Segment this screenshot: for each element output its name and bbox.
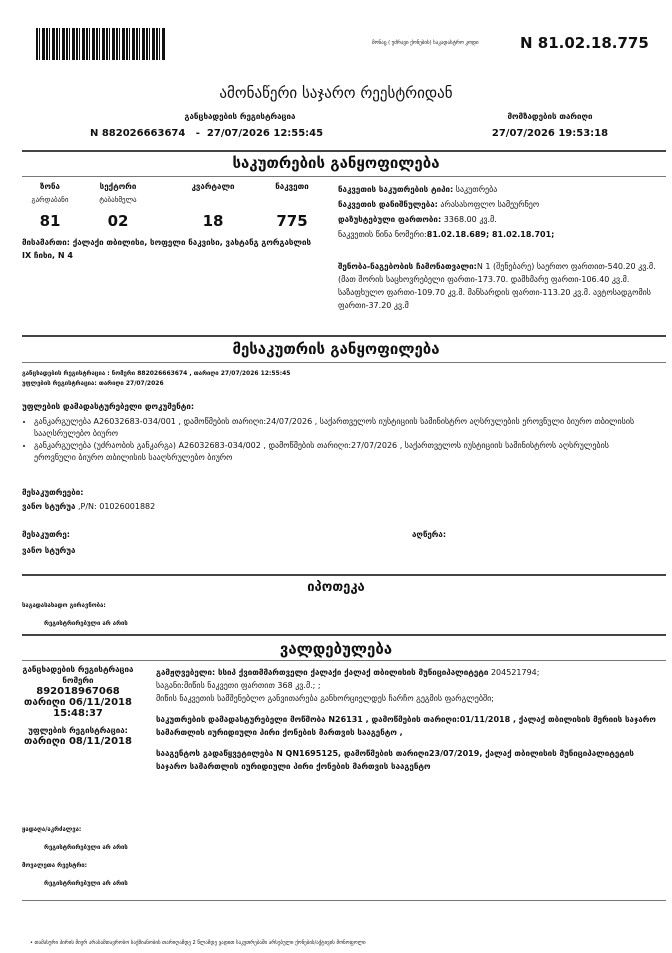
debtor-registry-value: რეგისტრირებული არ არის [44, 880, 128, 887]
subject-line: საგანი:მიწის ნაკვეთი ფართით 368 კვ.მ.; ; [156, 681, 321, 690]
owner-reg-line1: განცხადების რეგისტრაცია : ნომერი 882026663674 , თარიღი 27/07/2026 12:55:45 [22, 370, 291, 377]
quarter-label: კვარტალი [191, 182, 235, 191]
owner-value: ვანო სტურუა [22, 546, 76, 555]
seizure-value: რეგისტრირებული არ არის [44, 844, 128, 851]
barcode [36, 28, 166, 60]
cadastral-code: N 81.02.18.775 [520, 34, 649, 52]
divider [22, 335, 666, 337]
oblig-num: 892018967068 [36, 686, 120, 697]
property-section-title: საკუთრების განყოფილება [232, 154, 440, 172]
reg-value: N 882026663674 - 27/07/2026 12:55:45 [90, 128, 324, 139]
doc-item: • განკარგულება A26032683-034/001 , დამოწმების თარიღი:24/07/2026 , საქართველოს იუსტიციის სამინისტრო აღსრულების ეროვნული ბიურო თბილისის სააღსრულებო ბიურო [34, 416, 642, 440]
divider [22, 150, 666, 152]
sector-sub: ტაბახმელა [99, 196, 137, 204]
oblig-right-label: უფლების რეგისტრაცია: [28, 726, 128, 735]
doc-item: • განკარგულება (უძრაობის განკარგა) A26032683-034/002 , დამოწმების თარიღი:27/07/2026 , საქართველოს იუსტიციის სამინისტროს აღსრულების ეროვნული ბიურო თბილისის სააღსრულებო ბიურო [34, 440, 642, 464]
owners-label: მესაკუთრეები: [22, 488, 84, 497]
ownership-type-label: ნაკვეთის საკუთრების ტიპი: [338, 185, 454, 194]
obligation-section-title: ვალდებულება [279, 640, 393, 658]
tax-pledge-value: რეგისტრირებული არ არის [44, 620, 128, 627]
imposer-label: გამჟღვებელი: [156, 668, 216, 677]
description-label: აღწერა: [412, 530, 447, 539]
cadastral-code-label: მონაც ( უძრავი ქონების) საკადასტრო კოდი [372, 40, 479, 46]
sector-value: 02 [107, 212, 129, 230]
footer-note: • თამასური პირის მიერ არასამთავრობო საქმიანობის თარიღამდე 2 წლამდე ვადით საკუთრებაში არსებული ქონების/აქტივის მონოფოლი [30, 940, 366, 946]
owner-label: მესაკუთრე: [22, 530, 70, 539]
oblig-date: თარიღი 06/11/2018 [24, 697, 132, 708]
prep-date-value: 27/07/2026 19:53:18 [491, 128, 609, 139]
oblig-time: 15:48:37 [53, 708, 103, 719]
address: მისამართი: ქალაქი თბილისი, სოფელი ნაკვისი, ვახტანგ გორგასლის IX ჩიხი, N 4 [22, 238, 312, 260]
divider [22, 362, 666, 363]
purpose-value: არასასოფლო სამეურნეო [440, 200, 540, 209]
footer-note-text: თამასური პირის მიერ არასამთავრობო საქმიანობის თარიღამდე 2 წლამდე ვადით საკუთრებაში არსებული ქონების/აქტივის მონოფოლი [34, 940, 366, 946]
divider [22, 634, 666, 636]
zone-sub: გარდაბანი [31, 196, 69, 204]
area-value: 3368.00 კვ.მ. [443, 215, 497, 224]
purpose-label: ნაკვეთის დანიშნულება: [338, 200, 438, 209]
obligation-doc2: სააგენტოს გადაწყვეტილება N QN1695125, დამოწმების თარიღი23/07/2019, ქალაქ თბილისის მუნიციპალიტეტის საჯარო სამართლის იურიდიული პირი ქონების მართვის სააგენტო [156, 749, 634, 771]
owners-pn: ,P/N: 01026001882 [75, 502, 156, 511]
page-title: ამონაწერი საჯარო რეესტრიდან [219, 84, 453, 102]
prev-number-label: ნაკვეთის წინა ნომერი: [338, 230, 427, 239]
obligation-doc1: საკუთრების დამადასტურებელი მოწმობა N26131 , დამოწმების თარიღი:01/11/2018 , ქალაქ თბილისის მერიის საჯარო სამართლის იურიდიული პირი ქონების მართვის სააგენტო , [156, 715, 656, 737]
oblig-right-date: თარიღი 08/11/2018 [24, 736, 132, 747]
zone-value: 81 [39, 212, 61, 230]
buildings-text: N 1 (შენებარე) საერთო ფართით-540.20 კვ.მ. (მათ შორის საცხოვრებელი ფართი-173.70. დამხმარე ფართი-106.40 კვ.მ. საზაფხულო ფართი-109.70 კვ.მ. მანსარდის ფართი-113.20 კვ.მ. ავტოსადგომის ფართი-37.20 კვ.მ [338, 262, 656, 310]
quarter-value: 18 [202, 212, 224, 230]
debtor-registry-label: მოვალეთა რეესტრი: [22, 862, 88, 869]
buildings-label: შენობა-ნაგებობის ჩამონათვალი: [338, 262, 477, 271]
divider [22, 176, 666, 177]
oblig-num-label: ნომერი [62, 676, 94, 685]
tax-pledge-label: საგადასახადო გირავნობა: [22, 602, 106, 609]
owners-name: ვანო სტურუა [22, 502, 76, 511]
parcel-label: ნაკვეთი [275, 182, 309, 191]
seizure-label: ყადაღა/აკრძალვა: [22, 826, 82, 833]
parcel-value: 775 [276, 212, 308, 230]
ownership-type-value: საკუთრება [455, 185, 498, 194]
owner-reg-line2: უფლების რეგისტრაცია: თარიღი 27/07/2026 [22, 380, 164, 387]
mortgage-section-title: იპოთეკა [307, 580, 365, 595]
divider [22, 574, 666, 576]
owners-value [22, 502, 155, 511]
docs-list [22, 416, 642, 464]
zone-label: ზონა [40, 182, 60, 191]
oblig-reg-label: განცხადების რეგისტრაცია [22, 665, 134, 674]
area-label: დაზუსტებული ფართობი: [338, 215, 442, 224]
divider [22, 900, 666, 901]
divider [22, 660, 666, 661]
owner-section-title: მესაკუთრის განყოფილება [232, 340, 440, 358]
prev-number-value: 81.02.18.689; 81.02.18.701; [426, 230, 555, 239]
docs-label: უფლების დამადასტურებელი დოკუმენტი: [22, 402, 195, 411]
prep-date-label: მომზადების თარიღი [507, 112, 593, 121]
sector-label: სექტორი [99, 182, 137, 191]
imposer-code: 204521794; [488, 668, 540, 677]
imposer-value: სსიპ ქვითმმართველი ქალაქი ქალაქ თბილისის მუნიციპალიტეტი [215, 668, 489, 677]
restriction-line: მიწის ნაკვეთის სამშენებლო განვითარება განხორციელდეს ჩარჩო გეგმის ფარგლებში; [156, 694, 494, 703]
reg-label: განცხადების რეგისტრაცია [184, 112, 296, 121]
